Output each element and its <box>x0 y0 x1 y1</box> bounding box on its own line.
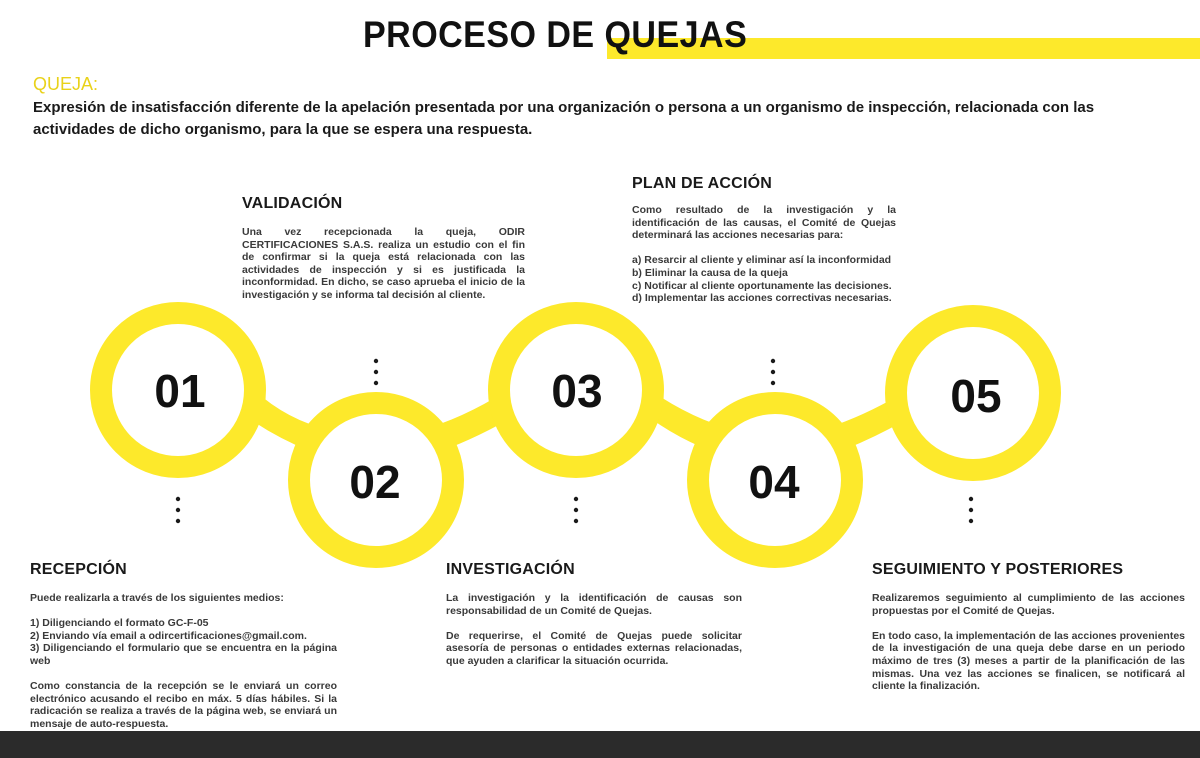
plan-item: a) Resarcir al cliente y eliminar así la inconformidad <box>632 254 892 267</box>
recepcion-item: 2) Enviando vía email a odircertificaciones@gmail.com. <box>30 629 307 642</box>
plan-item: d) Implementar las acciones correctivas necesarias. <box>632 292 892 305</box>
step-title-investigacion: INVESTIGACIÓN <box>446 561 575 578</box>
recepcion-item: 3) Diligenciando el formulario que se encuentra en la página web <box>30 642 337 667</box>
recepcion-closing: Como constancia de la recepción se le enviará un correo electrónico acusando el recibo en máx. 5 días hábiles. Si la radicación se realiza a través de la página web, se enviará un mensaje de auto-respuesta. <box>30 680 337 730</box>
step-text-recepcion <box>30 592 337 731</box>
step-title-validacion: VALIDACIÓN <box>242 195 343 212</box>
plan-item: b) Eliminar la causa de la queja <box>632 266 788 279</box>
validacion-paragraph: Una vez recepcionada la queja, ODIR CERTIFICACIONES S.A.S. realiza un estudio con el fin de confirmar si la queja está relacionada con las actividades de inspección y si es justificada la inconformidad. En dicho, se caso aprueba el inicio de la investigación y se informa tal decisión al cliente. <box>242 226 525 301</box>
page-title: PROCESO DE QUEJAS <box>363 14 748 55</box>
step-text-seguimiento <box>872 592 1185 693</box>
step-title-recepcion: RECEPCIÓN <box>30 561 127 578</box>
definition-term: QUEJA: <box>33 74 99 94</box>
step-number-03: 03 <box>551 365 603 417</box>
plan-lead: Como resultado de la investigación y la identificación de las causas, el Comité de Quejas determinará las acciones necesarias para: <box>632 204 896 242</box>
step-title-seguimiento: SEGUIMIENTO Y POSTERIORES <box>872 561 1124 578</box>
step-number-04: 04 <box>748 456 800 508</box>
recepcion-lead: Puede realizarla a través de los siguientes medios: <box>30 592 284 604</box>
step-text-plan-de-accion <box>632 204 896 305</box>
seguimiento-paragraph: En todo caso, la implementación de las acciones provenientes de la investigación de una queja debe darse en un periodo máximo de tres (3) meses a partir de la planificación de las mismas. Una vez las acciones se finalicen, se notificará al cliente la finalización. <box>872 629 1185 693</box>
step-number-01: 01 <box>154 365 206 417</box>
definition-text: Expresión de insatisfacción diferente de la apelación presentada por una organización o persona a un organismo de inspección, relacionada con las actividades de dicho organismo, para la que se espera una respuesta. <box>33 99 1095 138</box>
footer-bar <box>0 731 1200 758</box>
recepcion-item: 1) Diligenciando el formato GC-F-05 <box>30 617 209 630</box>
investigacion-paragraph: De requerirse, el Comité de Quejas puede solicitar asesoría de personas o entidades externas relacionadas, que ayuden a clarificar la situación ocurrida. <box>446 629 742 667</box>
investigacion-paragraph: La investigación y la identificación de causas son responsabilidad de un Comité de Quejas. <box>446 592 742 617</box>
step-text-validacion <box>242 226 525 302</box>
step-number-02: 02 <box>349 456 401 508</box>
step-text-investigacion <box>446 592 742 668</box>
step-title-plan-de-accion: PLAN DE ACCIÓN <box>632 175 772 192</box>
step-number-05: 05 <box>950 370 1002 422</box>
plan-item: c) Notificar al cliente oportunamente las decisiones. <box>632 279 892 292</box>
seguimiento-paragraph: Realizaremos seguimiento al cumplimiento de las acciones propuestas por el Comité de Quejas. <box>872 592 1185 617</box>
